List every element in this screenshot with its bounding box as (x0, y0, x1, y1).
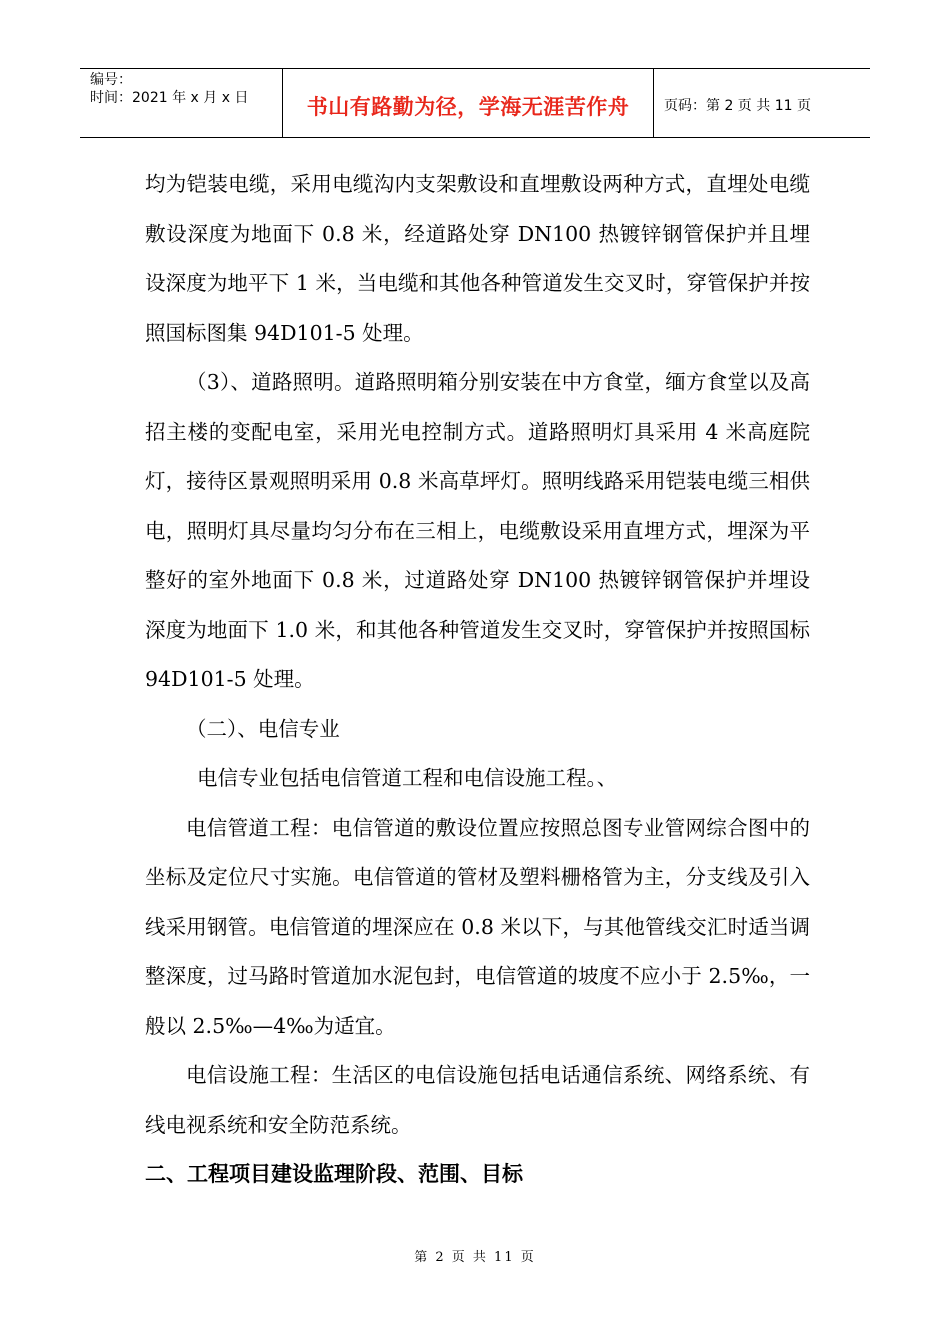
page-info: 页码：第 2 页 共 11 页 (664, 98, 811, 114)
paragraph-telecom-facilities: 电信设施工程：生活区的电信设施包括电话通信系统、网络系统、有线电视系统和安全防范系统。 (145, 1063, 810, 1137)
page-footer: 第 2 页 共 11 页 (414, 1250, 536, 1265)
document-body (145, 160, 810, 1200)
header-motto-cell (283, 69, 654, 137)
page-header (80, 68, 870, 138)
header-page-cell (654, 69, 870, 137)
motto: 书山有路勤为径，学海无涯苦作舟 (306, 95, 630, 119)
paragraph-telecom-pipeline: 电信管道工程：电信管道的敷设位置应按照总图专业管网综合图中的坐标及定位尺寸实施。电信管道的管材及塑料栅格管为主，分支线及引入线采用钢管。电信管道的埋深应在 0.8 米以下，与其他管线交汇时适当调整深度，过马路时管道加水泥包封，电信管道的坡度不应小于 2.5‰，一般以 2.5‰—4‰为适宜。 (145, 815, 810, 1038)
paragraph-telecom-intro: 电信专业包括电信管道工程和电信设施工程。、 (197, 766, 618, 790)
subheading-telecom: （二）、电信专业 (186, 716, 340, 741)
time-label: 时间：2021 年 x 月 x 日 (90, 90, 249, 106)
header-meta (80, 69, 283, 137)
paragraph-road-lighting: （3）、道路照明。道路照明箱分别安装在中方食堂，缅方食堂以及高招主楼的变配电室，采用光电控制方式。道路照明灯具采用 4 米高庭院灯，接待区景观照明采用 0.8 米高草坪灯。照明线路采用铠装电缆三相供电，照明灯具尽量均匀分布在三相上，电缆敷设采用直埋方式，埋深为平整好的室外地面下 0.8 米，过道路处穿 DN100 热镀锌钢管保护并埋设深度为地面下 1.0 米，和其他各种管道发生交叉时，穿管保护并按照国标 94D101-5 处理。 (145, 370, 810, 691)
section-heading: 二、工程项目建设监理阶段、范围、目标 (145, 1162, 523, 1186)
paragraph-cable: 均为铠装电缆，采用电缆沟内支架敷设和直埋敷设两种方式，直埋处电缆敷设深度为地面下 0.8 米，经道路处穿 DN100 热镀锌钢管保护并且埋设深度为地平下 1 米，当电缆和其他各种管道发生交叉时，穿管保护并按照国标图集 94D101-5 处理。 (145, 172, 810, 345)
number-label: 编号： (90, 72, 132, 88)
